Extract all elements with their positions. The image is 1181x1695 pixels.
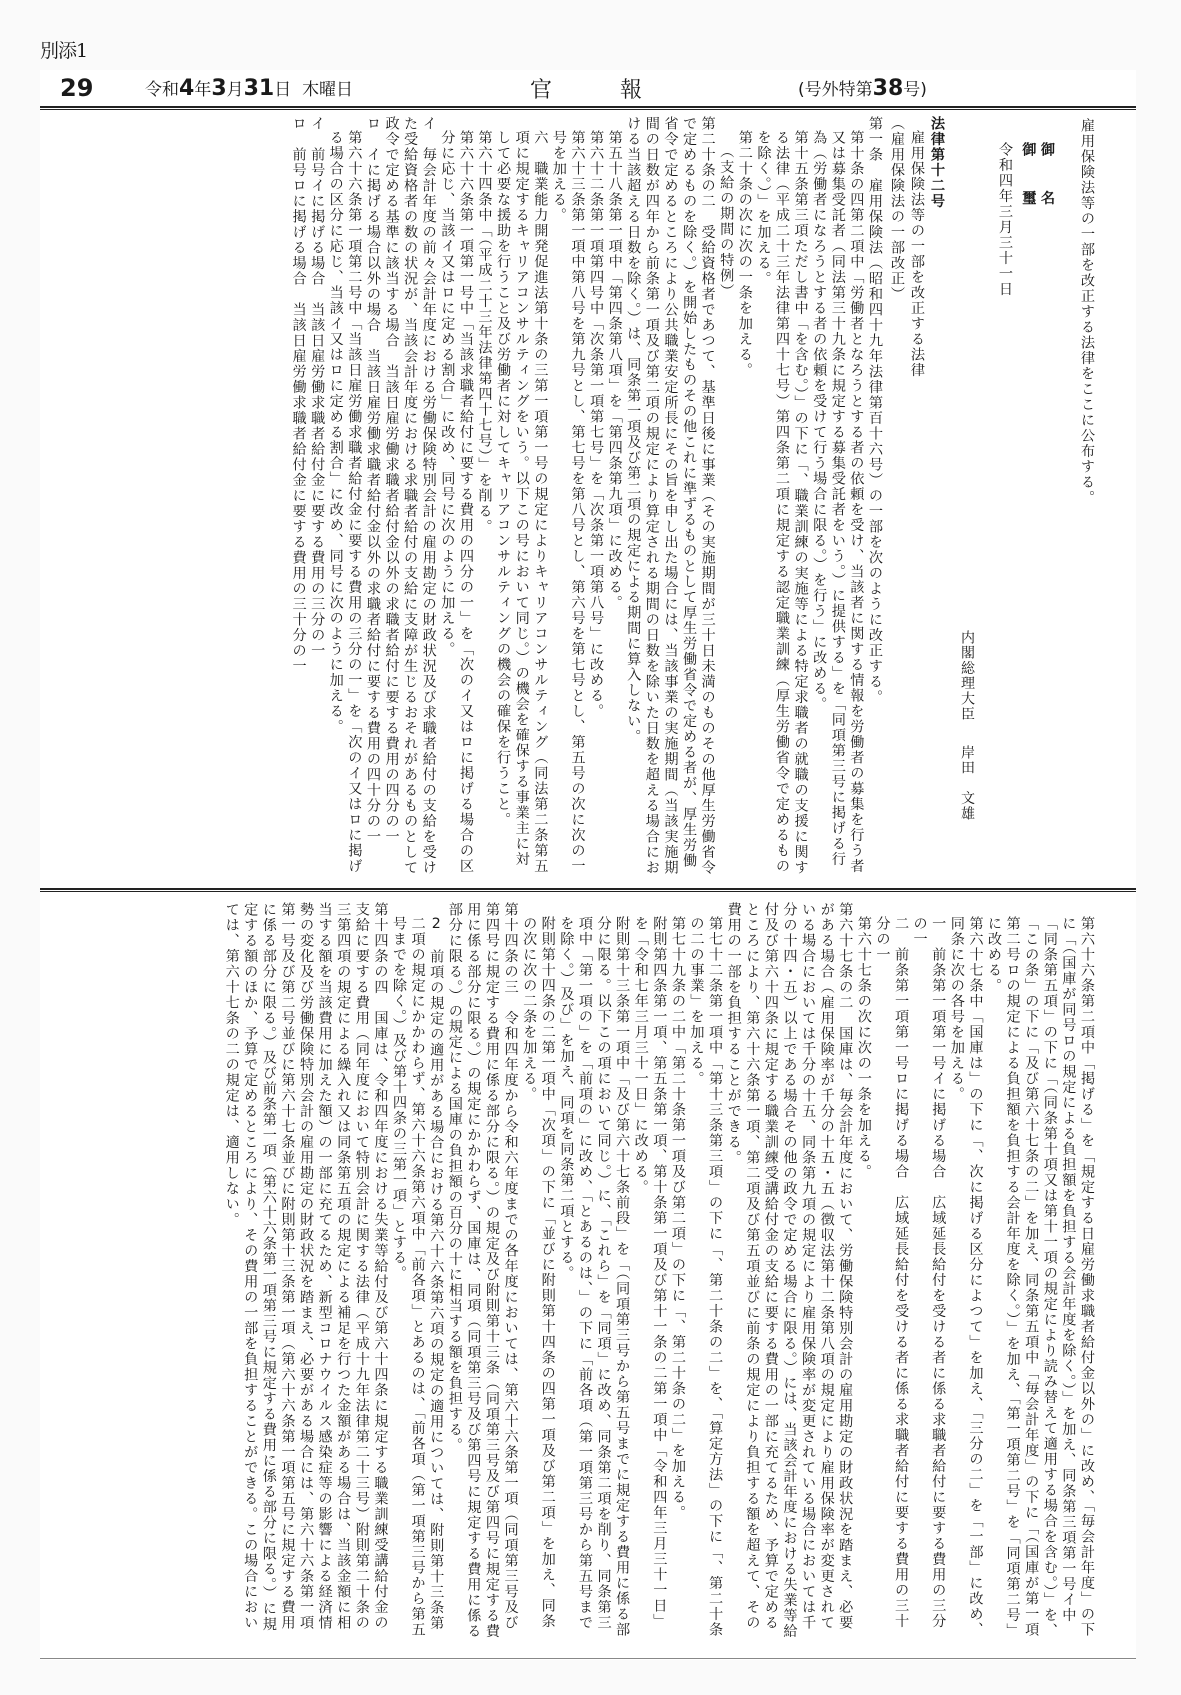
amendment-supp-13: 附則第十三条第一項中「及び第六十七条前段」を「（同項第三号から第五号までに規定する費用に係る部分に限る。以下この項において同じ。）に、「これら」を「同項」に改め、同条第二項を削り、同条第三項中「第一項の」を「前項の」に改め、「とあるのは、」の下に「前各項（第一項第三号から第五号までを除く。）及び」を加え、同項を同条第二項とする。 [558,916,631,1638]
date-day-unit: 日 [274,80,292,100]
item-ro-fortieth: ロ イに掲げる場合以外の場合 当該日雇労働求職者給付金以外の求職者給付に要する費用の四十分の一 [364,116,381,845]
header-rule [40,106,1136,110]
item-1-wide-area: 一 前条第一項第一号イに掲げる場合 広域延長給付を受ける者に係る求職者給付に要する費用の三分の一 [911,916,947,1630]
issue-prefix: (号外特第 [798,80,873,100]
article-supp-14-3: 第十四条の三 令和四年度から令和六年度までの各年度においては、第六十六条第一項（同項第三号及び第四号に規定する費用に係る部分に限る。）の規定及び附則第十三条（同項第三号及び第四号に規定する費用に係る部分に限る。）の規定にかかわらず、国庫は、同項（同項第三号及び第四号に規定する費用に係る部分に限る。）の規定による国庫の負担額の百分の十に相当する額を負担する。 [446,902,519,1639]
article-1: 第一条 雇用保険法（昭和四十九年法律第百十六号）の一部を次のように改正する。 [867,116,883,705]
issue-number-value: 38 [872,76,904,101]
upper-body [64,116,884,881]
annex-label: 別添1 [40,40,88,62]
gazette-page [40,70,1136,1660]
date-weekday: 木曜日 [302,80,354,100]
footer-rule [40,1658,1136,1659]
date-year-unit: 年 [194,80,212,100]
amendment-66-2: 第六十六条第二項中「掲げる」を「規定する日雇労働求職者給付金以外の」に改め、「毎会計年度」の下に「（国庫が同号ロの規定による負担額を負担する会計年度を除く。）」を加え、同条第三項第一号イ中「同条第五項」の下に「（同条第十項又は第十一項の規定により読み替えて適用する場合を含む。）」を、「この条」の下に「及び第六十七条の二」を加え、同条第五項中「毎会計年度」の下に「（国庫が第一項第二号ロの規定による負担額を負担する会計年度を除く。）」を加え、「第一項第二号」を「同項第二号」に改める。 [986,916,1095,1639]
item-6-career: 六 職業能力開発促進法第十条の三第一項第一号の規定によりキャリアコンサルティング（同法第二条第五項に規定するキャリアコンサルティングをいう。以下この号において同じ。）の機会を確保する事業主に対して必要な援助を行うこと及び労働者に対してキャリアコンサルティングの機会の確保を行うこと。 [495,130,549,875]
amendment-supp-4: 附則第四条第一項、第五条第一項、第十条第一項及び第十一条の二第一項中「令和四年三月三十一日」を「令和七年三月三十一日」に改める。 [632,916,668,1630]
amendment-64: 第六十四条中「（平成二十三年法律第四十七号）」を削る。 [476,130,493,535]
signatory-title: 内閣総理大臣 [959,630,975,722]
issue-date [145,75,353,101]
amendment-67: 第六十七条中「国庫は」の下に「、次に掲げる区分によつて」を加え、「三分の二」を「一部」に改め、同条に次の各号を加える。 [948,916,984,1638]
amendment-62: 第六十二条第一項第四号中「次条第一項第七号」を「次条第一項第八号」に改める。 [588,130,605,720]
heading-special-period: （支給の期間の特例） [718,144,735,300]
gazette-title-part1: 官 [530,77,553,103]
article-20-2: 第二十条の二 受給資格者であつて、基準日後に事業（その実施期間が三十日未満のものその他厚生労働省令で定めるものを除く。）を開始したものその他これに準ずるものとして厚生労働省令で定める者が、厚生労働省令で定めるところにより公共職業安定所長にその旨を申し出た場合には、当該事業の実施期間（当該実施期間の日数が四年から前条第一項及び第二項の規定により算定される期間の日数を除いた日数を超える場合における当該超える日数を除く。）は、同条第一項及び第二項の規定による期間に算入しない。 [625,116,716,876]
lower-body [56,902,1096,1642]
amendment-63: 第六十三条第一項中第八号を第九号とし、第七号を第八号とし、第六号を第七号とし、第五号の次に次の一号を加える。 [550,130,586,875]
date-day: 31 [243,76,275,101]
date-month: 3 [211,76,227,101]
item-i-third: イ 前号イに掲げる場合 当該日雇労働求職者給付金に要する費用の三分の一 [309,116,326,659]
section-divider [40,888,1136,892]
article-supp-14-4: 第十四条の四 国庫は、令和四年度における失業等給付及び第六十四条に規定する職業訓練受講給付金の支給に要する費用（同年度において特別会計に関する法律（平成十九年法律第二十三号）附則第二十条の三第四項の規定による繰入れ又は同条第五項の規定による補足を行つた金額がある場合は、当該金額に相当する額を当該費用に加えた額）の一部に充てるため、新型コロナウイルス感染症等の影響による経済情勢の変化及び労働保険特別会計の雇用勘定の財政状況を踏まえ、必要がある場合には、第六十六条第一項第一号及び第二号並びに第六十七条並びに附則第十三条第一項（第六十六条第一項第五号に規定する費用に係る部分に限る。）及び前条第一項（第六十六条第一項第三号に規定する費用に係る部分に限る。）に規定する額のほか、予算で定めるところにより、その費用の一部を負担することができる。この場合においては、第六十七条の二の規定は、適用しない。 [223,902,389,1632]
amendment-79-2: 第七十九条の二中「第二十条第一項及び第二項」の下に「、第二十条の二」を加える。 [669,916,686,1521]
item-2-wide-area: 二 前条第一項第一号ロに掲げる場合 広域延長給付を受ける者に係る求職者給付に要する費用の三十分の一 [874,916,910,1630]
gazette-title-part2: 報 [620,77,643,103]
amendment-10-4: 第十条の四第二項中「労働者となろうとする者の依頼を受け、当該者に関する情報を労働者の募集を行う者又は募集受託者（同法第三十九条に規定する募集受託者をいう。）に提供する」を「同項第三号に掲げる行為（労働者になろうとする者の依頼を受けて行う場合に限る。）を行う」に改める。 [811,130,865,875]
page-number: 29 [60,74,94,102]
promulgation-text: 雇用保険法等の一部を改正する法律をここに公布する。 [1079,118,1095,506]
amendment-66-1-2: 第六十六条第一項第二号中「当該日雇労働求職者給付金に要する費用の三分の一」を「次のイ又はロに掲げる場合の区分に応じ、当該イ又はロに定める割合」に改め、同号に次のように加える。 [327,130,363,875]
signatory-name: 岸田 文雄 [959,745,975,822]
gazette-header [40,70,1136,106]
amendment-supp-14-2: 附則第十四条の二第一項中「次項」の下に「並びに附則第十四条の四第一項及び第二項」を加え、同条の次に次の二条を加える。 [521,916,556,1630]
amendment-58: 第五十八条第一項中「第四条第八項」を「第四条第九項」に改める。 [606,130,623,611]
issue-number [798,75,927,101]
amendment-67-intro: 第六十七条の次に次の一条を加える。 [855,916,872,1180]
date-year: 4 [179,76,195,101]
chapter-heading: （雇用保険法の一部改正） [889,116,905,302]
article-67-2: 第六十七条の二 国庫は、毎会計年度において、労働保険特別会計の雇用勘定の財政状況を踏まえ、必要がある場合（雇用保険率が千分の十五・五（徴収法第十二条第八項の規定により雇用保険率が変更されている場合においては千分の十五、同条第九項の規定により雇用保険率が変更されている場合においては千分の十四・五）以上である場合その他の政令で定める場合に限る。）には、当該会計年度における失業等給付及び第六十四条に規定する職業訓練受講給付金の支給に要する費用の一部に充てるため、予算で定めるところにより、第六十六条第一項、第二項及び第五項並びに前条の規定により負担する額を超えて、その費用の一部を負担することができる。 [725,902,854,1639]
item-i-quarter: イ 毎会計年度の前々会計年度における労働保険特別会計の雇用勘定の財政状況及び求職者給付の支給を受けた受給資格者の数の状況が、当該会計年度における求職者給付の支給に支障が生じるおそれがあるものとして政令で定める基準に該当する場合 当該日雇労働求職者給付金以外の求職者給付に要する費用の四分の一 [383,116,437,876]
item-ro-thirtieth: ロ 前号ロに掲げる場合 当該日雇労働求職者給付金に要する費用の三十分の一 [290,116,307,674]
amendment-20-intro: 第二十条の次に次の一条を加える。 [736,130,753,379]
amendment-66-1-1: 第六十六条第一項第一号中「当該求職者給付に要する費用の四分の一」を「次のイ又はロに掲げる場合の区分に応じ、当該イ又はロに定める割合」に改め、同号に次のように加える。 [439,130,474,875]
date-era: 令和 [145,80,179,100]
date-month-unit: 月 [226,80,244,100]
issue-suffix: 号) [903,80,927,100]
amendment-72: 第七十二条第一項中「第十三条第三項」の下に「、第二十条の二」を、「算定方法」の下に「、第二十条の二の事業」を加える。 [688,916,724,1638]
article-supp-14-3-para2: 2 前項の規定の適用がある場合における第六十六条第六項の規定の適用については、附則第十三条第二項の規定にかかわらず、第六十六条第六項中「前各項」とあるのは、「前各項（第一項第三号から第五号までを除く。）及び第十四条の三第一項」とする。 [391,916,445,1638]
imperial-seal: 御名 御璽 [1020,142,1055,287]
law-title: 雇用保険法等の一部を改正する法律 [909,130,925,379]
promulgation-date: 令和四年三月三十一日 [997,142,1013,297]
law-number: 法律第十二号 [929,116,945,209]
amendment-15: 第十五条第三項ただし書中「を含む。）」の下に「、職業訓練の実施等による特定求職者の就職の支援に関する法律（平成二十三年法律第四十七号）第四条第二項に規定する認定職業訓練（厚生労働省令で定めるものを除く。）」を加える。 [755,130,809,876]
